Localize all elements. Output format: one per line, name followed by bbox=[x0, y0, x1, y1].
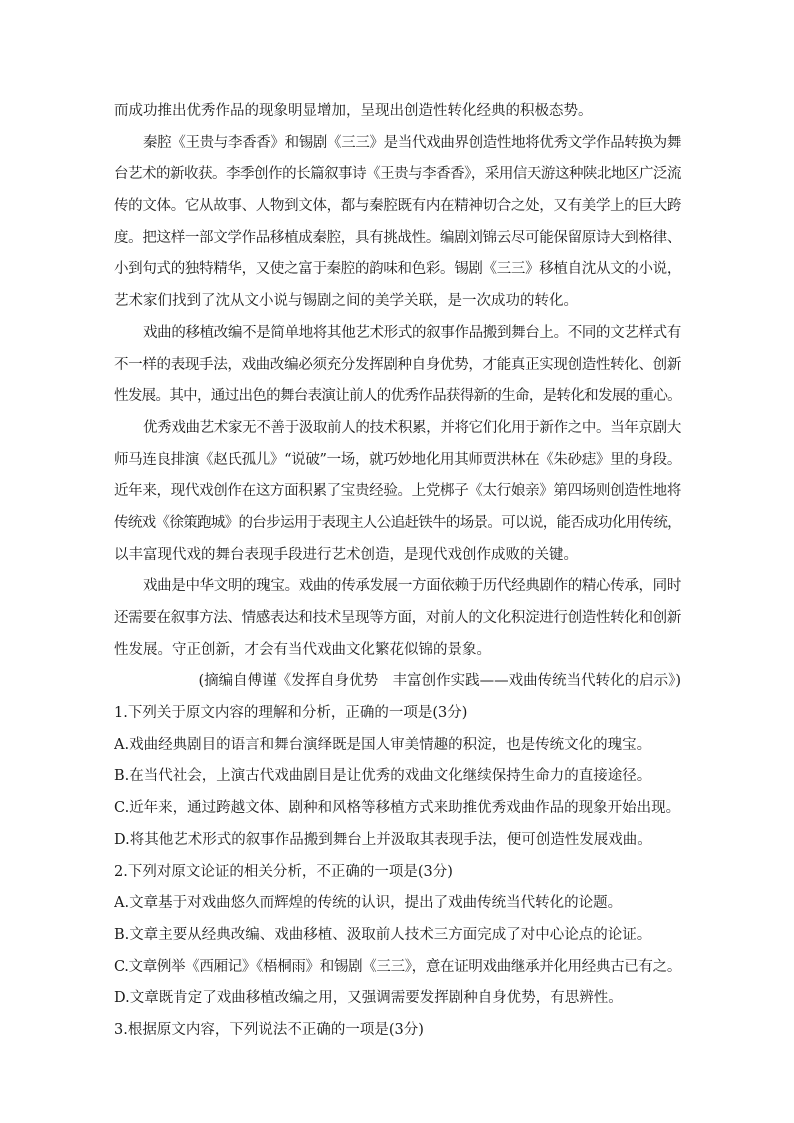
passage-line: 戏曲的移植改编不是简单地将其他艺术形式的叙事作品搬到舞台上。不同的文艺样式有 bbox=[143, 324, 681, 341]
passage-line: 艺术家们找到了沈从文小说与锡剧之间的美学关联，是一次成功的转化。 bbox=[114, 293, 578, 310]
passage-line: 传的文体。它从故事、人物到文体，都与秦腔既有内在精神切合之处，又有美学上的巨大跨 bbox=[114, 198, 681, 215]
question-stem: 3.根据原文内容，下列说法不正确的一项是(3分) bbox=[114, 1021, 424, 1038]
passage-line: 师马连良排演《赵氏孤儿》“说破”一场，就巧妙地化用其师贾洪林在《朱砂痣》里的身段。 bbox=[114, 451, 681, 468]
passage-line: 优秀戏曲艺术家无不善于汲取前人的技术积累，并将它们化用于新作之中。当年京剧大 bbox=[143, 419, 681, 436]
source-attribution: (摘编自傅谨《发挥自身优势 丰富创作实践——戏曲传统当代转化的启示》) bbox=[198, 673, 681, 690]
answer-option: A.戏曲经典剧目的语言和舞台演绎既是国人审美情趣的积淀，也是传统文化的瑰宝。 bbox=[114, 736, 652, 753]
answer-option: D.文章既肯定了戏曲移植改编之用，又强调需要发挥剧种自身优势，有思辨性。 bbox=[114, 990, 623, 1007]
questions bbox=[114, 698, 681, 1047]
answer-option: B.在当代社会，上演古代戏曲剧目是让优秀的戏曲文化继续保持生命力的直接途径。 bbox=[114, 768, 652, 785]
passage-line: 而成功推出优秀作品的现象明显增加，呈现出创造性转化经典的积极态势。 bbox=[114, 103, 593, 119]
passage-line: 性发展。其中，通过出色的舞台表演让前人的优秀作品获得新的生命，是转化和发展的重心。 bbox=[114, 388, 681, 405]
question-stem: 1.下列关于原文内容的理解和分析，正确的一项是(3分) bbox=[114, 705, 468, 722]
passage-line: 不一样的表现手法，戏曲改编必须充分发挥剧种自身优势，才能真正实现创造性转化、创新 bbox=[114, 356, 681, 373]
passage bbox=[114, 96, 681, 666]
passage-line: 传统戏《徐策跑城》的台步运用于表现主人公追赶铁牛的场景。可以说，能否成功化用传统， bbox=[114, 514, 681, 531]
answer-option: C.文章例举《西厢记》《梧桐雨》和锡剧《三三》，意在证明戏曲继承并化用经典古已有之。 bbox=[114, 958, 681, 975]
answer-option: D.将其他艺术形式的叙事作品搬到舞台上并汲取其表现手法，便可创造性发展戏曲。 bbox=[114, 831, 652, 848]
passage-line: 近年来，现代戏创作在这方面积累了宝贵经验。上党梆子《太行娘亲》第四场则创造性地将 bbox=[114, 483, 681, 500]
document-page bbox=[114, 96, 681, 1047]
answer-option: A.文章基于对戏曲悠久而辉煌的传统的认识，提出了戏曲传统当代转化的论题。 bbox=[114, 895, 623, 912]
passage-line: 度。把这样一部文学作品移植成秦腔，具有挑战性。编剧刘锦云尽可能保留原诗大到格律、 bbox=[114, 229, 681, 246]
question-stem: 2.下列对原文论证的相关分析，不正确的一项是(3分) bbox=[114, 863, 453, 880]
passage-line: 还需要在叙事方法、情感表达和技术呈现等方面，对前人的文化积淀进行创造性转化和创新 bbox=[114, 610, 681, 626]
answer-option: B.文章主要从经典改编、戏曲移植、汲取前人技术三方面完成了对中心论点的论证。 bbox=[114, 926, 652, 943]
passage-line: 以丰富现代戏的舞台表现手段进行艺术创造，是现代戏创作成败的关键。 bbox=[114, 546, 578, 563]
passage-line: 性发展。守正创新，才会有当代戏曲文化繁花似锦的景象。 bbox=[114, 641, 491, 658]
passage-line: 戏曲是中华文明的瑰宝。戏曲的传承发展一方面依赖于历代经典剧作的精心传承，同时 bbox=[143, 578, 681, 595]
passage-line: 小到句式的独特精华，又使之富于秦腔的韵味和色彩。锡剧《三三》移植自沈从文的小说， bbox=[114, 261, 681, 278]
answer-option: C.近年来，通过跨越文体、剧种和风格等移植方式来助推优秀戏曲作品的现象开始出现。 bbox=[114, 800, 681, 817]
passage-line: 秦腔《王贵与李香香》和锡剧《三三》是当代戏曲界创造性地将优秀文学作品转换为舞 bbox=[143, 134, 681, 151]
passage-line: 台艺术的新收获。李季创作的长篇叙事诗《王贵与李香香》，采用信天游这种陕北地区广泛流 bbox=[114, 166, 681, 183]
